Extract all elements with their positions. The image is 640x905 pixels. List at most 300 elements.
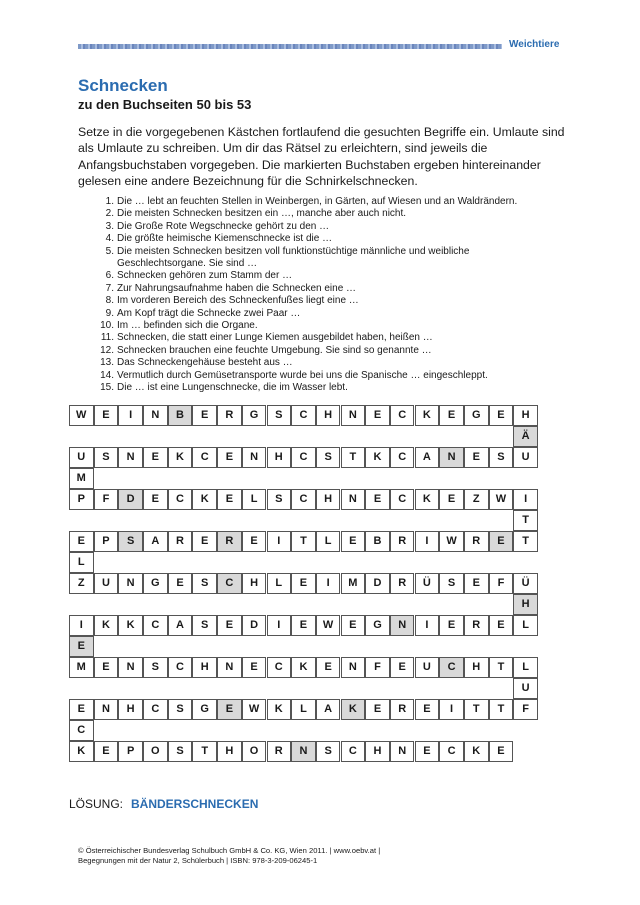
grid-cell: N (439, 447, 464, 468)
footer-line-2: Begegnungen mit der Natur 2, Schülerbuch | ISBN: 978-3-209-06245-1 (78, 856, 318, 865)
clue-number: 4. (105, 233, 114, 245)
grid-cell: E (489, 741, 514, 762)
grid-spacer (390, 510, 415, 531)
grid-cell: S (192, 615, 217, 636)
grid-spacer (143, 468, 168, 489)
grid-spacer (489, 636, 514, 657)
grid-cell: I (415, 531, 440, 552)
grid-cell: T (489, 657, 514, 678)
grid-cell: W (69, 405, 94, 426)
grid-cell: E (489, 531, 514, 552)
clue-item (90, 382, 560, 394)
grid-cell: E (464, 447, 489, 468)
grid-spacer (489, 678, 514, 699)
clue-text: Schnecken, die statt einer Lunge Kiemen ausgebildet haben, heißen … (117, 332, 433, 344)
grid-spacer (439, 720, 464, 741)
grid-spacer (464, 468, 489, 489)
grid-cell: M (341, 573, 366, 594)
grid-spacer (192, 468, 217, 489)
grid-cell: L (513, 615, 538, 636)
clue-item (90, 370, 560, 382)
clue-text: Zur Nahrungsaufnahme haben die Schnecken eine … (117, 282, 357, 294)
grid-spacer (439, 510, 464, 531)
grid-cell: Z (464, 489, 489, 510)
grid-spacer (267, 636, 292, 657)
clue-number: 10. (100, 320, 114, 332)
grid-spacer (439, 468, 464, 489)
grid-spacer (316, 636, 341, 657)
grid-spacer (464, 678, 489, 699)
grid-spacer (242, 468, 267, 489)
grid-cell: I (415, 615, 440, 636)
clue-number (90, 258, 114, 270)
grid-cell: C (291, 489, 316, 510)
grid-spacer (168, 468, 193, 489)
grid-cell: T (489, 699, 514, 720)
grid-spacer (143, 720, 168, 741)
grid-spacer (341, 594, 366, 615)
clue-text: Die größte heimische Kiemenschnecke ist die … (117, 233, 333, 245)
clue-item (90, 320, 560, 332)
grid-spacer (118, 510, 143, 531)
grid-cell: W (242, 699, 267, 720)
clue-text: Geschlechtsorgane. Sie sind … (117, 258, 258, 270)
clue-number: 5. (105, 245, 114, 257)
grid-spacer (217, 552, 242, 573)
grid-cell: D (242, 615, 267, 636)
grid-cell: F (365, 657, 390, 678)
grid-cell: R (464, 615, 489, 636)
grid-spacer (365, 468, 390, 489)
grid-spacer (316, 468, 341, 489)
grid-spacer (267, 510, 292, 531)
footer (78, 846, 380, 866)
grid-spacer (415, 510, 440, 531)
grid-spacer (341, 720, 366, 741)
grid-cell: R (390, 699, 415, 720)
grid-spacer (365, 510, 390, 531)
grid-spacer (217, 720, 242, 741)
clue-number: 15. (100, 382, 114, 394)
grid-cell: L (291, 699, 316, 720)
grid-cell: R (267, 741, 292, 762)
grid-cell: K (118, 615, 143, 636)
grid-cell: K (415, 405, 440, 426)
grid-spacer (168, 678, 193, 699)
grid-spacer (464, 636, 489, 657)
grid-cell: I (439, 699, 464, 720)
grid-cell: A (143, 531, 168, 552)
grid-cell: T (513, 531, 538, 552)
grid-cell: T (464, 699, 489, 720)
grid-cell: C (192, 447, 217, 468)
grid-spacer (464, 552, 489, 573)
grid-spacer (69, 510, 94, 531)
grid-spacer (390, 594, 415, 615)
grid-spacer (217, 510, 242, 531)
grid-spacer (365, 594, 390, 615)
grid-cell: I (267, 531, 292, 552)
grid-spacer (341, 468, 366, 489)
grid-cell: A (168, 615, 193, 636)
grid-cell: N (390, 741, 415, 762)
grid-spacer (217, 636, 242, 657)
grid-spacer (69, 594, 94, 615)
grid-spacer (489, 720, 514, 741)
grid-spacer (143, 636, 168, 657)
grid-cell: N (341, 657, 366, 678)
grid-spacer (464, 594, 489, 615)
grid-cell: L (513, 657, 538, 678)
clue-text: Das Schneckengehäuse besteht aus … (117, 357, 293, 369)
grid-cell: E (415, 699, 440, 720)
grid-spacer (143, 594, 168, 615)
grid-spacer (192, 720, 217, 741)
grid-cell: E (69, 699, 94, 720)
clue-item (90, 208, 560, 220)
grid-cell: H (192, 657, 217, 678)
grid-cell: W (316, 615, 341, 636)
solution (69, 797, 258, 811)
grid-cell: E (217, 615, 242, 636)
grid-row (69, 657, 538, 678)
grid-spacer (513, 720, 538, 741)
grid-cell: G (365, 615, 390, 636)
grid-spacer (365, 678, 390, 699)
grid-spacer (513, 468, 538, 489)
grid-spacer (168, 552, 193, 573)
grid-spacer (192, 552, 217, 573)
grid-spacer (217, 468, 242, 489)
grid-cell: F (513, 699, 538, 720)
grid-cell: E (94, 741, 119, 762)
grid-cell: B (168, 405, 193, 426)
grid-cell: F (489, 573, 514, 594)
clue-text: Schnecken brauchen eine feuchte Umgebung. Sie sind so genannte … (117, 344, 432, 356)
grid-spacer (217, 594, 242, 615)
grid-spacer (94, 510, 119, 531)
grid-spacer (489, 510, 514, 531)
grid-spacer (192, 636, 217, 657)
grid-row (69, 489, 538, 510)
grid-cell: O (242, 741, 267, 762)
grid-spacer (439, 426, 464, 447)
grid-cell: C (69, 720, 94, 741)
grid-cell: K (365, 447, 390, 468)
grid-cell: K (192, 489, 217, 510)
grid-spacer (143, 426, 168, 447)
clue-number: 9. (105, 307, 114, 319)
grid-spacer (118, 678, 143, 699)
grid-cell: O (143, 741, 168, 762)
grid-spacer (168, 720, 193, 741)
grid-cell: E (439, 489, 464, 510)
grid-cell: M (69, 468, 94, 489)
grid-cell: R (390, 573, 415, 594)
clue-item (90, 246, 560, 258)
grid-cell: S (118, 531, 143, 552)
clue-number: 7. (105, 282, 114, 294)
grid-row (69, 720, 538, 741)
grid-cell: R (217, 405, 242, 426)
grid-spacer (291, 636, 316, 657)
grid-spacer (118, 552, 143, 573)
grid-row (69, 405, 538, 426)
clue-text: Die Große Rote Wegschnecke gehört zu den … (117, 220, 330, 232)
grid-spacer (118, 594, 143, 615)
grid-spacer (168, 636, 193, 657)
grid-spacer (192, 510, 217, 531)
clue-number: 2. (105, 208, 114, 220)
grid-cell: L (69, 552, 94, 573)
clue-text: Die … lebt an feuchten Stellen in Weinbergen, in Gärten, auf Wiesen und an Waldrändern. (117, 196, 518, 207)
grid-spacer (291, 552, 316, 573)
chapter-label: Weichtiere (509, 39, 560, 50)
grid-cell: C (439, 741, 464, 762)
grid-cell: L (242, 489, 267, 510)
grid-spacer (192, 594, 217, 615)
grid-cell: E (415, 741, 440, 762)
solution-answer: BÄNDERSCHNECKEN (131, 797, 259, 811)
grid-cell: E (365, 405, 390, 426)
grid-row (69, 636, 538, 657)
clue-item (90, 221, 560, 233)
grid-cell: D (118, 489, 143, 510)
grid-cell: N (217, 657, 242, 678)
grid-cell: H (316, 405, 341, 426)
grid-cell: S (489, 447, 514, 468)
grid-spacer (464, 720, 489, 741)
grid-cell: E (143, 489, 168, 510)
grid-cell: S (439, 573, 464, 594)
clue-number: 14. (100, 369, 114, 381)
grid-cell: S (267, 405, 292, 426)
grid-cell: E (489, 405, 514, 426)
grid-spacer (341, 426, 366, 447)
grid-cell: G (242, 405, 267, 426)
grid-cell: N (390, 615, 415, 636)
grid-row (69, 699, 538, 720)
grid-spacer (242, 552, 267, 573)
clue-item (90, 345, 560, 357)
grid-cell: C (390, 489, 415, 510)
grid-spacer (390, 426, 415, 447)
grid-cell: E (316, 657, 341, 678)
grid-cell: N (118, 573, 143, 594)
grid-spacer (390, 678, 415, 699)
grid-cell: T (341, 447, 366, 468)
grid-cell: U (94, 573, 119, 594)
grid-spacer (365, 552, 390, 573)
grid-cell: E (242, 531, 267, 552)
grid-spacer (489, 426, 514, 447)
grid-spacer (316, 594, 341, 615)
grid-cell: E (291, 615, 316, 636)
grid-row (69, 594, 538, 615)
clue-item (90, 258, 560, 270)
grid-cell: E (217, 447, 242, 468)
grid-spacer (267, 552, 292, 573)
clue-item (90, 308, 560, 320)
grid-spacer (316, 552, 341, 573)
grid-cell: H (316, 489, 341, 510)
grid-row (69, 552, 538, 573)
header-decor-bar (78, 44, 502, 49)
page-subtitle: zu den Buchseiten 50 bis 53 (78, 97, 252, 112)
grid-cell: K (341, 699, 366, 720)
grid-spacer (242, 720, 267, 741)
grid-spacer (341, 552, 366, 573)
grid-spacer (513, 636, 538, 657)
clue-text: Die meisten Schnecken besitzen voll funktionstüchtige männliche und weibliche (117, 245, 470, 257)
grid-spacer (390, 468, 415, 489)
clue-list (90, 196, 560, 395)
grid-cell: K (69, 741, 94, 762)
clue-item (90, 295, 560, 307)
grid-cell: E (69, 531, 94, 552)
grid-spacer (168, 426, 193, 447)
clue-item (90, 270, 560, 282)
grid-spacer (316, 720, 341, 741)
grid-spacer (118, 468, 143, 489)
grid-cell: A (316, 699, 341, 720)
grid-cell: K (168, 447, 193, 468)
clue-text: Schnecken gehören zum Stamm der … (117, 270, 293, 282)
grid-spacer (94, 594, 119, 615)
grid-cell: G (192, 699, 217, 720)
footer-line-1: © Österreichischer Bundesverlag Schulbuch GmbH & Co. KG, Wien 2011. | www.oebv.at | (78, 846, 381, 855)
grid-cell: A (415, 447, 440, 468)
grid-spacer (143, 678, 168, 699)
grid-spacer (168, 594, 193, 615)
grid-cell: N (94, 699, 119, 720)
grid-spacer (94, 678, 119, 699)
grid-cell: R (217, 531, 242, 552)
page-title: Schnecken (78, 76, 168, 95)
grid-spacer (267, 594, 292, 615)
clue-item (90, 196, 560, 208)
clue-item (90, 357, 560, 369)
grid-spacer (415, 468, 440, 489)
grid-cell: H (217, 741, 242, 762)
grid-cell: I (513, 489, 538, 510)
grid-cell: R (168, 531, 193, 552)
grid-spacer (415, 678, 440, 699)
grid-row (69, 531, 538, 552)
grid-cell: E (94, 405, 119, 426)
clue-text: Die meisten Schnecken besitzen ein …, manche aber auch nicht. (117, 208, 407, 220)
grid-cell: Ü (415, 573, 440, 594)
grid-spacer (168, 510, 193, 531)
grid-cell: I (316, 573, 341, 594)
grid-cell: E (217, 699, 242, 720)
grid-cell: H (267, 447, 292, 468)
grid-spacer (69, 678, 94, 699)
grid-spacer (267, 678, 292, 699)
grid-cell: C (267, 657, 292, 678)
grid-cell: C (168, 489, 193, 510)
grid-spacer (118, 426, 143, 447)
grid-spacer (94, 426, 119, 447)
clue-item (90, 332, 560, 344)
grid-cell: C (217, 573, 242, 594)
grid-spacer (439, 594, 464, 615)
grid-cell: E (192, 405, 217, 426)
clue-number: 11. (100, 332, 114, 344)
grid-cell: C (291, 405, 316, 426)
clue-number: 8. (105, 295, 114, 307)
grid-cell: S (143, 657, 168, 678)
grid-row (69, 741, 538, 762)
clue-text: Am Kopf trägt die Schnecke zwei Paar … (117, 307, 301, 319)
grid-cell: L (316, 531, 341, 552)
grid-cell: W (489, 489, 514, 510)
grid-cell: K (94, 615, 119, 636)
grid-row (69, 426, 538, 447)
grid-spacer (94, 636, 119, 657)
grid-cell: L (267, 573, 292, 594)
grid-cell: E (69, 636, 94, 657)
grid-spacer (365, 720, 390, 741)
grid-spacer (217, 678, 242, 699)
grid-row (69, 573, 538, 594)
grid-cell: C (390, 447, 415, 468)
grid-spacer (143, 510, 168, 531)
grid-spacer (365, 426, 390, 447)
grid-cell: N (118, 447, 143, 468)
grid-spacer (94, 552, 119, 573)
clue-text: Vermutlich durch Gemüsetransporte wurde bei uns die Spanische … eingeschleppt. (117, 369, 488, 381)
grid-spacer (267, 426, 292, 447)
grid-spacer (390, 720, 415, 741)
grid-cell: P (94, 531, 119, 552)
grid-cell: E (242, 657, 267, 678)
grid-spacer (439, 678, 464, 699)
grid-cell: E (291, 573, 316, 594)
grid-spacer (365, 636, 390, 657)
grid-spacer (464, 426, 489, 447)
grid-spacer (291, 720, 316, 741)
grid-cell: K (267, 699, 292, 720)
grid-cell: S (316, 741, 341, 762)
grid-cell: P (118, 741, 143, 762)
grid-spacer (118, 720, 143, 741)
grid-cell: E (439, 615, 464, 636)
clue-number: 12. (100, 344, 114, 356)
grid-cell: C (341, 741, 366, 762)
grid-cell: N (341, 489, 366, 510)
grid-cell: E (143, 447, 168, 468)
grid-cell: E (217, 489, 242, 510)
grid-spacer (94, 468, 119, 489)
grid-cell: C (143, 699, 168, 720)
grid-cell: E (168, 573, 193, 594)
grid-cell: C (168, 657, 193, 678)
grid-spacer (143, 552, 168, 573)
grid-cell: S (267, 489, 292, 510)
grid-spacer (390, 636, 415, 657)
grid-spacer (242, 636, 267, 657)
grid-cell: D (365, 573, 390, 594)
grid-spacer (316, 510, 341, 531)
grid-cell: G (464, 405, 489, 426)
grid-cell: Z (69, 573, 94, 594)
grid-cell: E (390, 657, 415, 678)
grid-spacer (415, 720, 440, 741)
grid-cell: N (242, 447, 267, 468)
grid-spacer (267, 468, 292, 489)
grid-cell: H (464, 657, 489, 678)
